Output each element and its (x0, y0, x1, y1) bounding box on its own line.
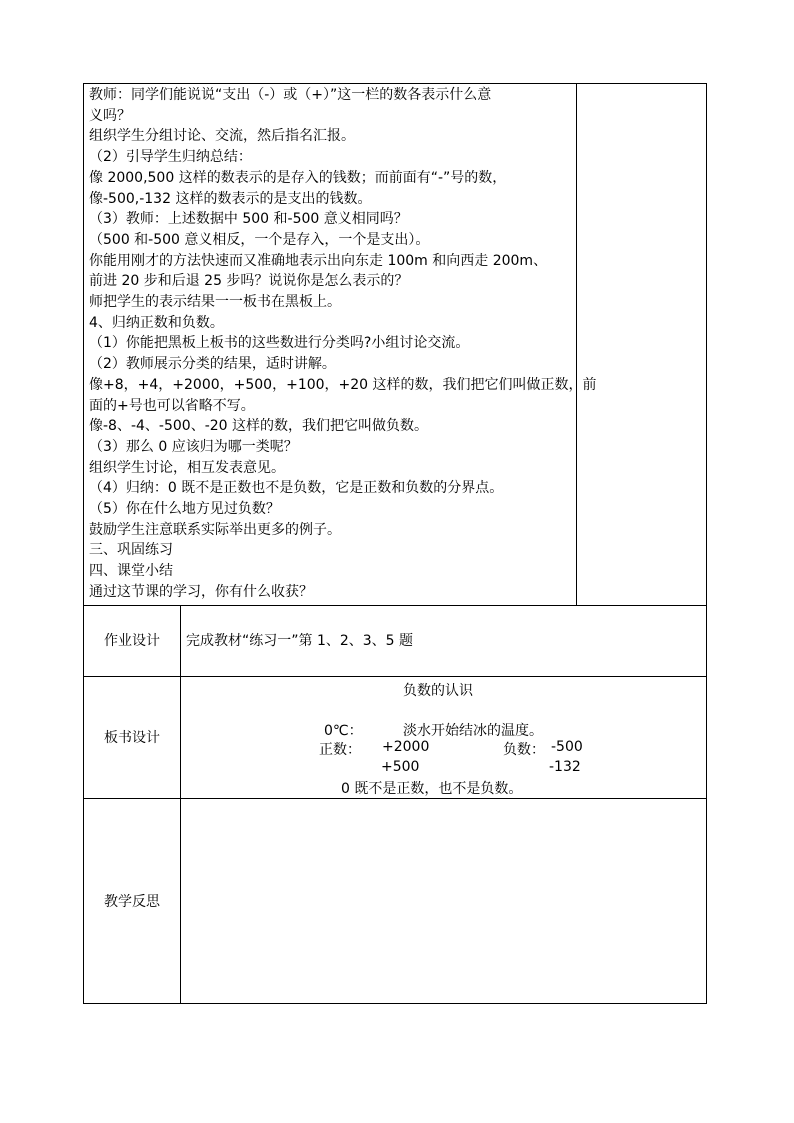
lesson-line: 像+8，+4，+2000，+500，+100，+20 这样的数，我们把它们叫做正数，前 (89, 376, 597, 393)
lesson-line: 鼓励学生注意联系实际举出更多的例子。 (89, 521, 341, 538)
reflection-label: 教学反思 (104, 894, 160, 910)
lesson-line: （1）你能把黑板上板书的这些数进行分类吗?小组讨论交流。 (89, 335, 470, 352)
board-positive-value: +2000 (382, 739, 430, 755)
lesson-line: 面的+号也可以省略不写。 (89, 397, 255, 414)
lesson-line: 前进 20 步和后退 25 步吗？说说你是怎么表示的？ (89, 273, 409, 290)
board-positive-value: +500 (381, 759, 420, 775)
lesson-line: 组织学生讨论，相互发表意见。 (89, 459, 285, 476)
lesson-line: 师把学生的表示结果一一板书在黑板上。 (89, 294, 341, 311)
lesson-line: 组织学生分组讨论、交流，然后指名汇报。 (89, 128, 355, 145)
board-zero-text: 淡水开始结冰的温度。 (403, 723, 543, 739)
lesson-line: （2）引导学生归纳总结： (89, 149, 252, 166)
lesson-line: 4、归纳正数和负数。 (89, 314, 224, 331)
reflection-area[interactable] (181, 799, 706, 1003)
lesson-line: （3）教师：上述数据中 500 和-500 意义相同吗？ (89, 211, 408, 228)
lesson-line: 像-500,-132 这样的数表示的是支出的钱数。 (89, 190, 372, 207)
lesson-line: 四、课堂小结 (89, 563, 173, 580)
lesson-plan-table (83, 83, 707, 1004)
lesson-line: 像 2000,500 这样的数表示的是存入的钱数；而前面有“-”号的数， (89, 169, 507, 186)
row-divider-2 (84, 676, 706, 677)
board-zero-label: 0℃： (324, 723, 363, 739)
board-negative-value: -132 (549, 759, 581, 775)
lesson-line: （5）你在什么地方见过负数？ (89, 501, 280, 518)
board-negative-label: 负数： (503, 742, 545, 758)
homework-text: 完成教材“练习一”第 1、2、3、5 题 (186, 633, 414, 649)
board-positive-label: 正数： (319, 742, 361, 758)
lesson-line: 三、巩固练习 (89, 542, 173, 559)
lesson-process-text (89, 85, 597, 603)
lesson-line: 你能用刚才的方法快速而又准确地表示出向东走 100m 和向西走 200m、 (89, 252, 548, 269)
lesson-line: 通过这节课的学习，你有什么收获？ (89, 583, 313, 600)
board-conclusion: 0 既不是正数，也不是负数。 (341, 781, 523, 797)
lesson-line: 像-8、-4、-500、-20 这样的数，我们把它叫做负数。 (89, 418, 429, 435)
lesson-line: （3）那么 0 应该归为哪一类呢？ (89, 438, 298, 455)
lesson-line: 教师：同学们能说说“支出（-）或（+）”这一栏的数各表示什么意 (89, 87, 492, 103)
lesson-line: （2）教师展示分类的结果，适时讲解。 (89, 356, 336, 373)
homework-label: 作业设计 (104, 633, 160, 649)
board-title: 负数的认识 (403, 683, 473, 699)
row-divider-1 (84, 605, 706, 606)
lesson-line: 义吗？ (89, 107, 131, 124)
board-design-label: 板书设计 (104, 730, 160, 746)
board-negative-value: -500 (551, 739, 583, 755)
lesson-line: （4）归纳：0 既不是正数也不是负数，它是正数和负数的分界点。 (89, 480, 504, 497)
lesson-line: （500 和-500 意义相反，一个是存入，一个是支出）。 (89, 231, 430, 248)
